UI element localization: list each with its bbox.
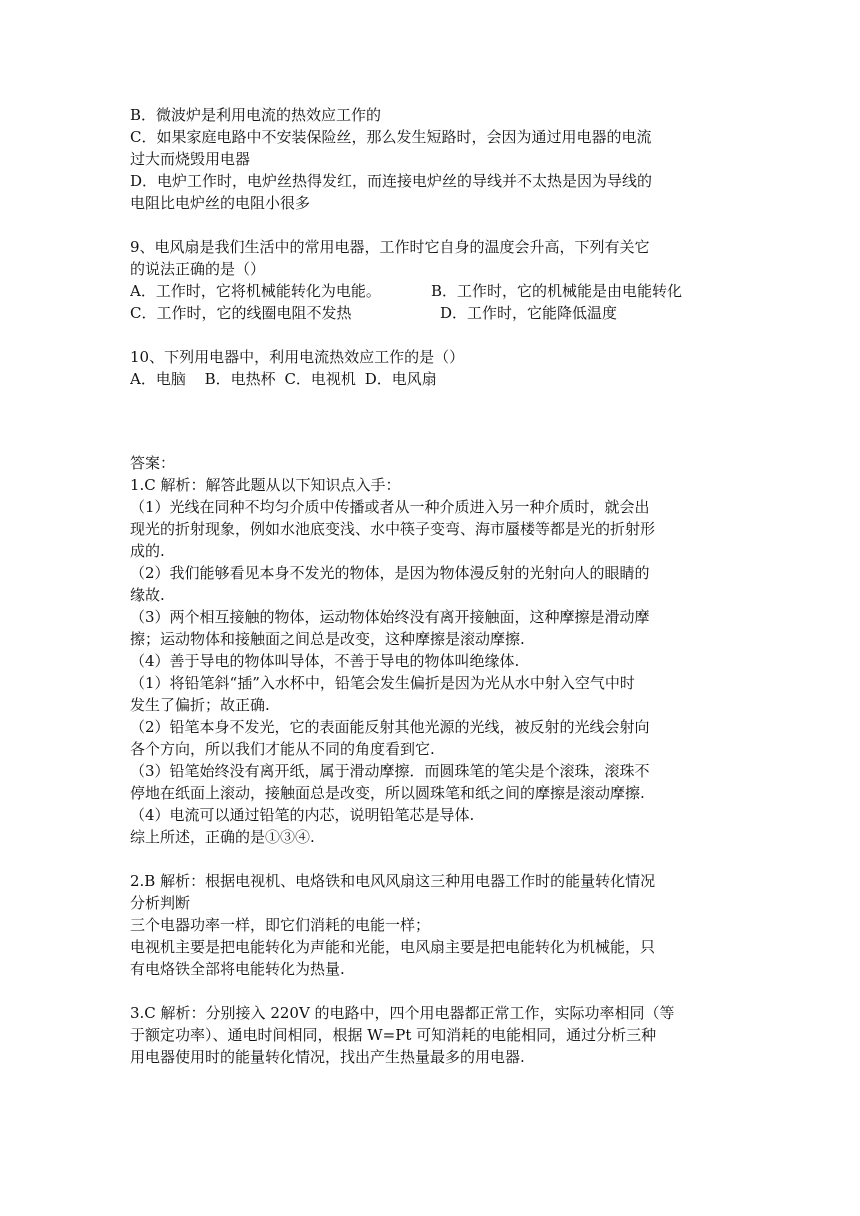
q10-option-b: B．电热杯 xyxy=(204,370,276,388)
answer-1-line: （4）电流可以通过铅笔的内芯，说明铅笔芯是导体. xyxy=(130,806,475,824)
answer-2-line: 有电烙铁全部将电能转化为热量. xyxy=(130,960,345,978)
answer-1-line: （3）两个相互接触的物体，运动物体始终没有离开接触面，这种摩擦是滑动摩 xyxy=(130,608,650,626)
answer-1-line: 发生了偏折；故正确. xyxy=(130,696,270,714)
q10-option-c: C．电视机 xyxy=(284,370,356,388)
q9-options-row1 xyxy=(130,280,730,302)
q9-option-d: D．工作时，它能降低温度 xyxy=(440,304,618,322)
q9-options-row2 xyxy=(130,302,730,324)
q10-option-a: A．电脑 xyxy=(130,370,186,388)
answer-2-line: 电视机主要是把电能转化为声能和光能，电风扇主要是把电能转化为机械能，只 xyxy=(130,938,656,956)
answer-3 xyxy=(130,1002,730,1068)
q9-stem-line1: 9、电风扇是我们生活中的常用电器，工作时它自身的温度会升高，下列有关它 xyxy=(130,238,650,256)
question-10 xyxy=(130,346,730,390)
question-8-options xyxy=(130,104,730,214)
answer-2-line: 2.B 解析：根据电视机、电烙铁和电风风扇这三种用电器工作时的能量转化情况 xyxy=(130,872,656,890)
answer-3-line: 用电器使用时的能量转化情况，找出产生热量最多的用电器. xyxy=(130,1048,525,1066)
answer-1-line: （1）将铅笔斜“插”入水杯中，铅笔会发生偏折是因为光从水中射入空气中时 xyxy=(130,674,635,692)
q8-option-c-line2: 过大而烧毁用电器 xyxy=(130,150,251,168)
answers-section xyxy=(130,452,730,1068)
answer-1-line: 现光的折射现象，例如水池底变浅、水中筷子变弯、海市蜃楼等都是光的折射形 xyxy=(130,520,656,538)
answer-1-line: （1）光线在同种不均匀介质中传播或者从一种介质进入另一种介质时，就会出 xyxy=(130,498,650,516)
answer-3-line: 3.C 解析：分别接入 220V 的电路中，四个用电器都正常工作，实际功率相同（等 xyxy=(130,1004,675,1022)
question-9 xyxy=(130,236,730,324)
answer-1-line: 1.C 解析：解答此题从以下知识点入手： xyxy=(130,476,401,494)
answer-2-line: 三个电器功率一样，即它们消耗的电能一样； xyxy=(130,916,431,934)
q8-option-d-line2: 电阻比电炉丝的电阻小很多 xyxy=(130,194,311,212)
spacer xyxy=(130,214,730,236)
q9-option-a: A．工作时，它将机械能转化为电能。 xyxy=(130,282,381,300)
answer-1-line: 综上所述，正确的是①③④. xyxy=(130,828,315,846)
answer-2-line: 分析判断 xyxy=(130,894,191,912)
spacer xyxy=(130,848,730,870)
spacer xyxy=(130,390,730,452)
answer-1-line: （2）我们能够看见本身不发光的物体，是因为物体漫反射的光射向人的眼睛的 xyxy=(130,564,650,582)
q10-options-row xyxy=(130,368,730,390)
answer-1-line: （2）铅笔本身不发光，它的表面能反射其他光源的光线，被反射的光线会射向 xyxy=(130,718,650,736)
q8-option-b: B．微波炉是利用电流的热效应工作的 xyxy=(130,106,382,124)
q9-stem-line2: 的说法正确的是（） xyxy=(130,260,266,278)
q9-option-b: B．工作时，它的机械能是由电能转化 xyxy=(431,282,683,300)
spacer xyxy=(130,324,730,346)
answer-1-line: （3）铅笔始终没有离开纸，属于滑动摩擦．而圆珠笔的笔尖是个滚珠，滚珠不 xyxy=(130,762,650,780)
spacer xyxy=(130,980,730,1002)
document-content xyxy=(130,104,730,1068)
q9-option-c: C．工作时，它的线圈电阻不发热 xyxy=(130,304,352,322)
answer-1 xyxy=(130,474,730,848)
answer-1-line: 成的. xyxy=(130,542,165,560)
answer-1-line: （4）善于导电的物体叫导体，不善于导电的物体叫绝缘体. xyxy=(130,652,520,670)
answers-heading: 答案： xyxy=(130,454,176,472)
answer-3-line: 于额定功率）、通电时间相同，根据 W=Pt 可知消耗的电能相同，通过分析三种 xyxy=(130,1026,657,1044)
q10-option-d: D．电风扇 xyxy=(364,370,437,388)
answer-1-line: 缘故. xyxy=(130,586,165,604)
answer-1-line: 擦；运动物体和接触面之间总是改变，这种摩擦是滚动摩擦. xyxy=(130,630,525,648)
answer-1-line: 各个方向，所以我们才能从不同的角度看到它. xyxy=(130,740,435,758)
q8-option-c-line1: C．如果家庭电路中不安装保险丝，那么发生短路时，会因为通过用电器的电流 xyxy=(130,128,652,146)
q10-stem: 10、下列用电器中，利用电流热效应工作的是（） xyxy=(130,348,465,366)
answer-2 xyxy=(130,870,730,980)
q8-option-d-line1: D．电炉工作时，电炉丝热得发红，而连接电炉丝的导线并不太热是因为导线的 xyxy=(130,172,653,190)
answer-1-line: 停地在纸面上滚动，接触面总是改变，所以圆珠笔和纸之间的摩擦是滚动摩擦. xyxy=(130,784,645,802)
